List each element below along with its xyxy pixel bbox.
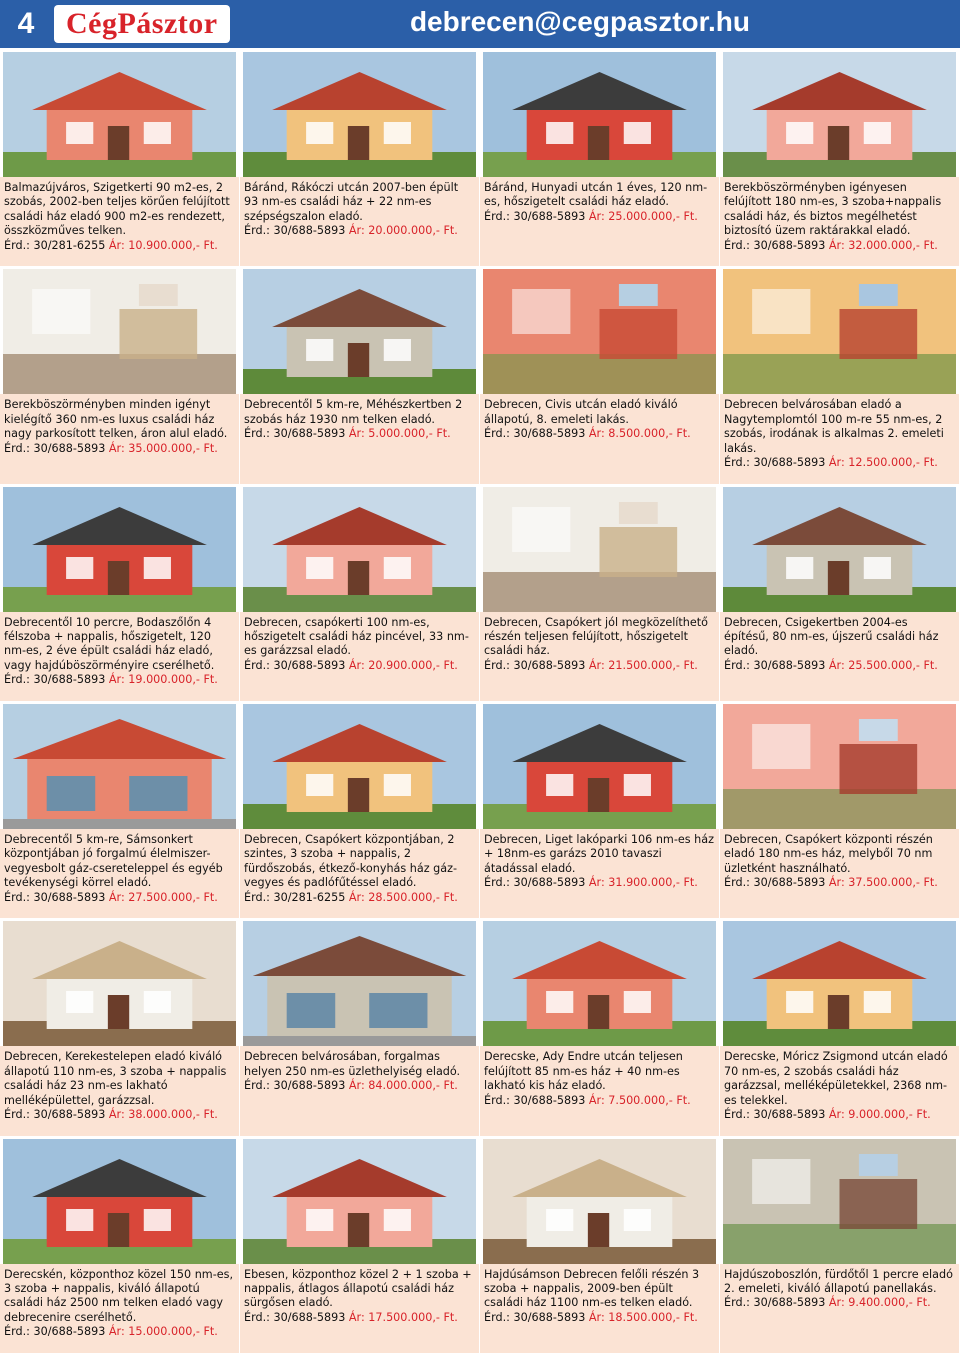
listing-text: Debrecen, Civis utcán eladó kiváló állapotú, 8. emeleti lakás. [484, 398, 678, 426]
listing-price: Ár: 20.900.000,- Ft. [348, 658, 458, 672]
listing-card[interactable] [720, 919, 960, 1136]
listing-contact: Érd.: 30/688-5893 [484, 427, 586, 441]
listing-price: Ár: 7.500.000,- Ft. [588, 1093, 691, 1107]
listing-text: Derecskén, központhoz közel 150 nm-es, 3 szoba + nappalis, kiváló állapotú családi ház 2500 nm telken eladó vagy debrecenire cserélhető. [4, 1267, 234, 1324]
house-photo [483, 1139, 716, 1264]
listing-text: Debrecen belvárosában eladó a Nagytemplomtól 100 m-re 55 nm-es, 2 szobás, irodának is alkalmas 2. emeleti lakás. [724, 398, 944, 455]
listing-description [0, 1046, 239, 1135]
listing-price: Ár: 25.500.000,- Ft. [828, 658, 938, 672]
listing-price: Ár: 38.000.000,- Ft. [108, 1107, 218, 1121]
listing-contact: Érd.: 30/688-5893 [484, 1093, 586, 1107]
listing-contact: Érd.: 30/688-5893 [4, 1325, 106, 1339]
listing-description [480, 1264, 719, 1353]
listing-price: Ár: 10.900.000,- Ft. [108, 238, 218, 252]
listing-contact: Érd.: 30/688-5893 [4, 1107, 106, 1121]
listing-price: Ár: 9.000.000,- Ft. [828, 1107, 931, 1121]
listing-contact: Érd.: 30/688-5893 [244, 427, 346, 441]
listing-price: Ár: 18.500.000,- Ft. [588, 1310, 698, 1324]
listing-contact: Érd.: 30/688-5893 [724, 876, 826, 890]
listing-card[interactable] [0, 485, 240, 702]
listing-card[interactable] [480, 1137, 720, 1354]
listing-price: Ár: 8.500.000,- Ft. [588, 427, 691, 441]
listing-text: Berekböszörményben minden igényt kielégítő 360 nm-es luxus családi ház nagy parkosított telken, áron alul eladó. [4, 398, 228, 441]
house-photo [483, 921, 716, 1046]
listing-description [240, 829, 479, 918]
house-photo [3, 921, 236, 1046]
listing-price: Ár: 37.500.000,- Ft. [828, 876, 938, 890]
listing-card[interactable] [0, 702, 240, 919]
listing-description [0, 829, 239, 918]
house-photo [243, 704, 476, 829]
listing-card[interactable] [0, 919, 240, 1136]
page-header [0, 0, 960, 48]
listing-contact: Érd.: 30/688-5893 [484, 209, 586, 223]
listings-grid [0, 50, 960, 1354]
listing-description [720, 612, 959, 701]
listing-description [240, 177, 479, 266]
listing-text: Berekböszörményben igényesen felújított 180 nm-es, 3 szoba+nappalis családi ház, és biztos megélhetést biztosító üzem raktárakkal eladó. [724, 181, 942, 238]
listing-contact: Érd.: 30/688-5893 [244, 224, 346, 238]
listing-contact: Érd.: 30/688-5893 [484, 1310, 586, 1324]
listing-contact: Érd.: 30/688-5893 [724, 1296, 826, 1310]
listing-price: Ár: 25.000.000,- Ft. [588, 209, 698, 223]
listing-text: Báránd, Rákóczi utcán 2007-ben épült 93 nm-es családi ház + 22 nm-es szépségszalon eladó. [244, 181, 459, 223]
listing-card[interactable] [240, 1137, 480, 1354]
listing-description [480, 1046, 719, 1135]
listing-card[interactable] [480, 702, 720, 919]
listing-contact: Érd.: 30/688-5893 [724, 658, 826, 672]
listing-description [720, 1264, 959, 1353]
listing-text: Ebesen, központhoz közel 2 + 1 szoba + nappalis, átlagos állapotú családi ház sürgősen eladó. [244, 1267, 472, 1310]
listing-text: Debrecen, Kerekestelepen eladó kiváló állapotú 110 nm-es, 3 szoba + nappalis családi ház 23 nm-es lakható melléképülettel, garázzsal. [4, 1050, 227, 1107]
listing-card[interactable] [0, 50, 240, 267]
listing-text: Debrecentől 5 km-re, Sámsonkert központjában jó forgalmú élelmiszer- vegyesbolt gáz-csereteleppel és egyéb tevékenységi körrel eladó. [4, 832, 223, 890]
house-photo [723, 921, 956, 1046]
listing-description [0, 177, 239, 266]
listing-contact: Érd.: 30/688-5893 [724, 238, 826, 252]
listing-card[interactable] [480, 485, 720, 702]
interior-photo [723, 1139, 956, 1264]
listing-card[interactable] [240, 485, 480, 702]
house-photo [3, 1139, 236, 1264]
listing-contact: Érd.: 30/688-5893 [484, 658, 586, 672]
listing-description [240, 1046, 479, 1135]
house-photo [3, 52, 236, 177]
listing-description [480, 177, 719, 266]
listing-contact: Érd.: 30/688-5893 [244, 658, 346, 672]
listing-contact: Érd.: 30/688-5893 [724, 455, 826, 469]
cegpasztor-logo: CégPásztor [54, 5, 230, 43]
interior-photo [483, 487, 716, 612]
house-photo [723, 52, 956, 177]
listing-card[interactable] [720, 702, 960, 919]
listing-text: Debrecen, Csapókert központi részén eladó 180 nm-es ház, melyből 70 nm üzletként használható. [724, 832, 933, 875]
listing-card[interactable] [240, 702, 480, 919]
listing-description [240, 1264, 479, 1353]
listing-text: Derecske, Móricz Zsigmond utcán eladó 70 nm-es, 2 szobás családi ház garázzsal, melléképületekkel, 2368 nm-es telekkel. [724, 1050, 948, 1107]
listing-contact: Érd.: 30/281-6255 [244, 890, 346, 904]
listing-description [240, 394, 479, 483]
listing-text: Báránd, Hunyadi utcán 1 éves, 120 nm-es, hőszigetelt családi ház eladó. [484, 181, 708, 209]
listing-contact: Érd.: 30/688-5893 [4, 673, 106, 687]
listing-contact: Érd.: 30/688-5893 [724, 1107, 826, 1121]
listing-text: Balmazújváros, Szigetkerti 90 m2-es, 2 szobás, 2002-ben teljes körűen felújított családi ház eladó 900 m2-es rendezett, összközműves telken. [4, 181, 230, 238]
listing-price: Ár: 84.000.000,- Ft. [348, 1079, 458, 1093]
listing-text: Derecske, Ady Endre utcán teljesen felújított 85 nm-es ház + 40 nm-es lakható kis ház eladó. [484, 1050, 683, 1093]
listing-description [0, 1264, 239, 1353]
listing-card[interactable] [720, 1137, 960, 1354]
interior-photo [723, 269, 956, 394]
listing-description [720, 177, 959, 266]
house-photo [483, 704, 716, 829]
listing-card[interactable] [0, 1137, 240, 1354]
listing-price: Ár: 20.000.000,- Ft. [348, 224, 458, 238]
listing-price: Ár: 5.000.000,- Ft. [348, 427, 451, 441]
listing-card[interactable] [240, 919, 480, 1136]
listing-card[interactable] [720, 267, 960, 484]
listing-card[interactable] [480, 267, 720, 484]
listing-text: Debrecen belvárosában, forgalmas helyen 250 nm-es üzlethelyiség eladó. [244, 1050, 461, 1078]
listing-description [720, 829, 959, 918]
interior-photo [3, 269, 236, 394]
shop-photo [243, 921, 476, 1046]
house-photo [243, 269, 476, 394]
house-photo [3, 487, 236, 612]
listing-description [240, 612, 479, 701]
listing-contact: Érd.: 30/281-6255 [4, 238, 106, 252]
listing-text: Hajdúszoboszlón, fürdőtől 1 percre eladó 2. emeleti, kiváló állapotú panellakás. [724, 1267, 953, 1296]
listing-text: Hajdúsámson Debrecen felőli részén 3 szoba + nappalis, 2009-ben épült családi ház 1100 nm-es telken eladó. [484, 1267, 700, 1310]
house-photo [723, 487, 956, 612]
listing-contact: Érd.: 30/688-5893 [4, 441, 106, 455]
listing-text: Debrecentől 5 km-re, Méhészkertben 2 szobás ház 1930 nm telken eladó. [244, 398, 463, 426]
page-number: 4 [17, 7, 35, 40]
listing-price: Ár: 19.000.000,- Ft. [108, 673, 218, 687]
listing-card[interactable] [0, 267, 240, 484]
listing-description [480, 612, 719, 701]
listing-price: Ár: 12.500.000,- Ft. [828, 455, 938, 469]
listing-description [0, 394, 239, 483]
listing-price: Ár: 28.500.000,- Ft. [348, 890, 458, 904]
listing-price: Ár: 9.400.000,- Ft. [828, 1296, 931, 1310]
listing-description [720, 394, 959, 483]
listing-card[interactable] [720, 485, 960, 702]
listing-price: Ár: 35.000.000,- Ft. [108, 441, 218, 455]
house-photo [243, 487, 476, 612]
listing-description [480, 394, 719, 483]
interior-photo [723, 704, 956, 829]
listing-card[interactable] [720, 50, 960, 267]
listing-description [720, 1046, 959, 1135]
listing-card[interactable] [240, 50, 480, 267]
listing-price: Ár: 32.000.000,- Ft. [828, 238, 938, 252]
listing-text: Debrecen, Liget lakóparki 106 nm-es ház + 18nm-es garázs 2010 tavaszi átadással eladó. [484, 832, 714, 875]
listing-card[interactable] [480, 919, 720, 1136]
listing-price: Ár: 31.900.000,- Ft. [588, 876, 698, 890]
listing-contact: Érd.: 30/688-5893 [244, 1310, 346, 1324]
house-photo [243, 52, 476, 177]
listing-text: Debrecen, csapókerti 100 nm-es, hőszigetelt családi ház pincével, 33 nm-es garázzsal eladó. [244, 615, 469, 658]
listing-contact: Érd.: 30/688-5893 [4, 890, 106, 904]
interior-photo [483, 269, 716, 394]
listing-price: Ár: 27.500.000,- Ft. [108, 890, 218, 904]
contact-email[interactable]: debrecen@cegpasztor.hu [409, 6, 750, 37]
shop-photo [3, 704, 236, 829]
listing-price: Ár: 17.500.000,- Ft. [348, 1310, 458, 1324]
listing-contact: Érd.: 30/688-5893 [244, 1079, 346, 1093]
listing-contact: Érd.: 30/688-5893 [484, 876, 586, 890]
listing-text: Debrecen, Csapókert központjában, 2 szintes, 3 szoba + nappalis, 2 fürdőszobás, étkező-konyhás ház gáz- vegyes és padlófűtéssel eladó. [244, 832, 458, 890]
listing-card[interactable] [480, 50, 720, 267]
house-photo [243, 1139, 476, 1264]
listing-text: Debrecen, Csigekertben 2004-es építésű, 80 nm-es, újszerű családi ház eladó. [724, 615, 939, 658]
listing-text: Debrecen, Csapókert jól megközelíthető részén teljesen felújított, hőszigetelt családi ház. [484, 615, 709, 658]
listing-description [0, 612, 239, 701]
listing-description [480, 829, 719, 918]
listing-price: Ár: 21.500.000,- Ft. [588, 658, 698, 672]
listing-card[interactable] [240, 267, 480, 484]
listing-price: Ár: 15.000.000,- Ft. [108, 1325, 218, 1339]
house-photo [483, 52, 716, 177]
listing-text: Debrecentől 10 percre, Bodaszőlőn 4 félszoba + nappalis, hőszigetelt, 120 nm-es, 2 éve épült családi ház eladó, vagy hajdúböszörményire cserélhető. [4, 615, 215, 672]
